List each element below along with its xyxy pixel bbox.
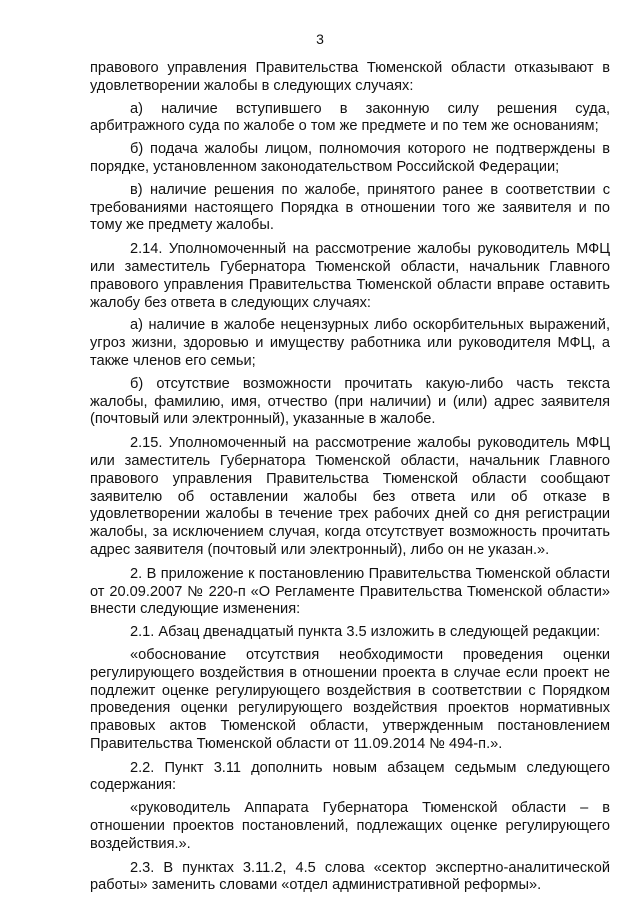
paragraph-2-2-quote: «руководитель Аппарата Губернатора Тюменской области – в отношении проектов постановлений, подлежащих оценке регулирующего воздействия.». bbox=[90, 800, 610, 852]
paragraph-item-b: б) подача жалобы лицом, полномочия которого не подтверждены в порядке, установленном законодательством Российской Федерации; bbox=[90, 141, 610, 175]
paragraph-2-3: 2.3. В пунктах 3.11.2, 4.5 слова «сектор экспертно-аналитической работы» заменить словами «отдел административной реформы». bbox=[90, 859, 610, 894]
paragraph-2-14: 2.14. Уполномоченный на рассмотрение жалобы руководитель МФЦ или заместитель Губернатора Тюменской области, начальник Главного правового управления Правительства Тюменской области вправе оставить жалобу без ответа в следующих случаях: bbox=[90, 241, 610, 311]
paragraph-2-2: 2.2. Пункт 3.11 дополнить новым абзацем седьмым следующего содержания: bbox=[90, 759, 610, 794]
paragraph-2-1-quote: «обоснование отсутствия необходимости проведения оценки регулирующего воздействия в отношении проекта в случае если проект не подлежит оценке регулирующего воздействия в соответствии с Порядком проведения оценки регулирующего воздействия проектов нормативных правовых актов Тюменской области, утвержденным постановлением Правительства Тюменской области от 11.09.2014 № 494-п.». bbox=[90, 646, 610, 752]
paragraph-2-1: 2.1. Абзац двенадцатый пункта 3.5 изложить в следующей редакции: bbox=[130, 624, 601, 641]
paragraph-2-14-item-a: а) наличие в жалобе нецензурных либо оскорбительных выражений, угроз жизни, здоровью и имуществу работника или руководителя МФЦ, а также членов его семьи; bbox=[90, 317, 610, 369]
paragraph-section-2: 2. В приложение к постановлению Правительства Тюменской области от 20.09.2007 № 220-п «О Регламенте Правительства Тюменской области» внести следующие изменения: bbox=[90, 565, 610, 618]
paragraph-continuation: правового управления Правительства Тюменской области отказывают в удовлетворении жалобы в следующих случаях: bbox=[90, 60, 610, 94]
paragraph-item-c: в) наличие решения по жалобе, принятого ранее в соответствии с требованиями настоящего Порядка в отношении того же заявителя и по тому же предмету жалобы. bbox=[90, 181, 610, 234]
page-number: 3 bbox=[316, 31, 324, 47]
paragraph-2-14-item-b: б) отсутствие возможности прочитать какую-либо часть текста жалобы, фамилию, имя, отчество (при наличии) и (или) адрес заявителя (почтовый или электронный), указанные в жалобе. bbox=[90, 375, 610, 428]
document-body bbox=[90, 60, 610, 895]
paragraph-2-15: 2.15. Уполномоченный на рассмотрение жалобы руководитель МФЦ или заместитель Губернатора Тюменской области, начальник Главного правового управления Правительства Тюменской области сообщают заявителю об оставлении жалобы без ответа или об отказе в удовлетворении жалобы в течение трех рабочих дней со дня регистрации жалобы, за исключением случая, когда отсутствует возможность прочитать адрес заявителя (почтовый или электронный), либо он не указан.». bbox=[90, 435, 610, 558]
paragraph-item-a: а) наличие вступившего в законную силу решения суда, арбитражного суда по жалобе о том же предмете и по тем же основаниям; bbox=[90, 100, 610, 135]
